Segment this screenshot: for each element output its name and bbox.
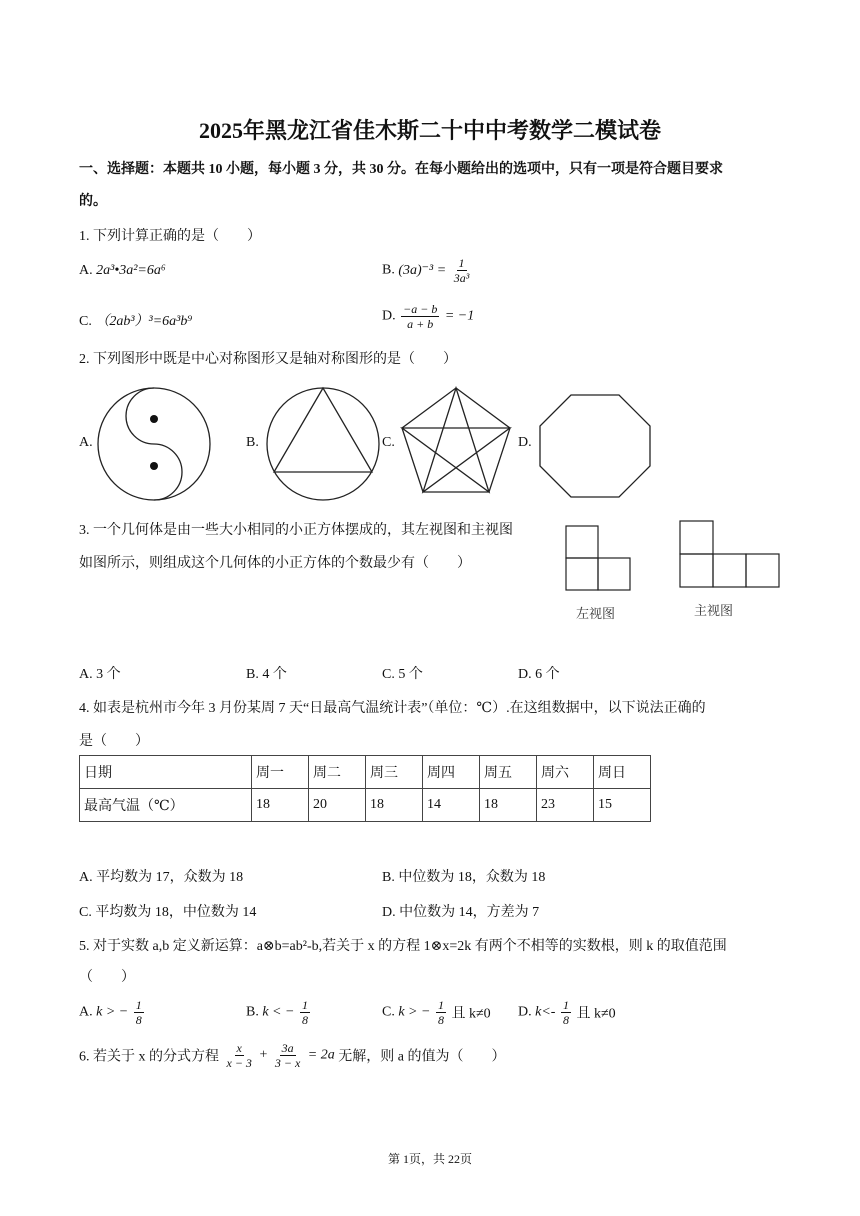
q2-label-b: B. — [246, 435, 259, 450]
q1-stem: 1. 下列计算正确的是（ ） — [79, 229, 261, 244]
q4-option-a: A. 平均数为 17，众数为 18 — [79, 870, 244, 885]
table-header-row — [80, 756, 651, 789]
front-view-caption: 主视图 — [694, 604, 734, 619]
q5-d-fraction: $\frac{1}{8}$ — [562, 998, 569, 1027]
q5-option-c: C. k > − $\frac{1}{8}$ 且 k≠0 — [382, 998, 491, 1027]
table-cell: 15 — [594, 789, 651, 822]
q5-option-b: B. k < − $\frac{1}{8}$ — [246, 998, 308, 1027]
q1-d-fraction: $\frac{-a - b}{a + b}$ — [403, 302, 438, 331]
q5-stem-line2: （ ） — [79, 970, 135, 985]
table-cell: 20 — [309, 789, 366, 822]
q3-option-b: B. 4 个 — [246, 667, 287, 682]
q2-label-a: A. — [79, 435, 93, 450]
table-cell: 最高气温（℃） — [80, 789, 252, 822]
section-heading-cont: 的。 — [79, 194, 107, 209]
q3-stem-line1: 3. 一个几何体是由一些大小相同的小正方体摆成的，其左视图和主视图 — [79, 523, 513, 538]
front-view-figure — [676, 517, 782, 589]
table-cell: 周四 — [423, 756, 480, 789]
q3-option-c: C. 5 个 — [382, 667, 423, 682]
q5-b-fraction: $\frac{1}{8}$ — [301, 998, 308, 1027]
q1-option-b: B. (3a)⁻³ = $\frac{1}{\text{3a³}}$ — [382, 256, 470, 285]
table-cell: 周五 — [480, 756, 537, 789]
q4-option-d: D. 中位数为 14，方差为 7 — [382, 905, 540, 920]
pentagram-figure — [398, 386, 514, 496]
q5-c-fraction: $\frac{1}{8}$ — [437, 998, 444, 1027]
q4-stem-line1: 4. 如表是杭州市今年 3 月份某周 7 天“日最高气温统计表”（单位：℃）.在这组数据中，以下说法正确的 — [79, 701, 706, 716]
table-cell: 周六 — [537, 756, 594, 789]
page-footer: 第 1页，共 22页 — [387, 1152, 472, 1166]
q5-stem-line1: 5. 对于实数 a,b 定义新运算：a⊗b=ab²-b,若关于 x 的方程 1⊗x=2k 有两个不相等的实数根，则 k 的取值范围 — [79, 939, 727, 954]
table-row — [80, 789, 651, 822]
table-cell: 23 — [537, 789, 594, 822]
q1-option-c: C. （2ab³）³=6a³b⁹ — [79, 314, 193, 329]
table-cell: 18 — [366, 789, 423, 822]
table-cell: 18 — [252, 789, 309, 822]
q3-stem-line2: 如图所示，则组成这个几何体的小正方体的个数最少有（ ） — [79, 556, 471, 571]
q2-stem: 2. 下列图形中既是中心对称图形又是轴对称图形的是（ ） — [79, 352, 457, 367]
q1-option-a: A. 2a³•3a²=6a⁶ — [79, 263, 166, 278]
q1-option-d: D. $\frac{-a - b}{a + b}$ = −1 — [382, 302, 475, 331]
q2-label-c: C. — [382, 435, 395, 450]
left-view-caption: 左视图 — [576, 607, 616, 622]
table-cell: 日期 — [80, 756, 252, 789]
table-cell: 周一 — [252, 756, 309, 789]
section-heading: 一、选择题：本题共 10 小题，每小题 3 分，共 30 分。在每小题给出的选项中，只有一项是符合题目要求 — [79, 162, 723, 177]
triangle-in-circle-figure — [264, 386, 382, 502]
q3-option-d: D. 6 个 — [518, 667, 560, 682]
q6-fraction-2: $\frac{3a}{3 - x}$ — [274, 1041, 301, 1070]
octagon-figure — [538, 393, 652, 499]
table-cell: 14 — [423, 789, 480, 822]
q4-option-c: C. 平均数为 18，中位数为 14 — [79, 905, 257, 920]
table-cell: 周三 — [366, 756, 423, 789]
q6-stem: 6. 若关于 x 的分式方程 $\frac{x}{x - 3}$ + $\frac{3a}{3 - x}$ = 2a 无解，则 a 的值为（ ） — [79, 1041, 506, 1070]
temperature-table — [79, 755, 651, 822]
table-cell: 18 — [480, 789, 537, 822]
q6-fraction-1: $\frac{x}{x - 3}$ — [226, 1041, 252, 1070]
q5-option-a: A. k > − $\frac{1}{8}$ — [79, 998, 142, 1027]
q4-stem-line2: 是（ ） — [79, 734, 149, 749]
taiji-figure — [96, 386, 214, 502]
q4-option-b: B. 中位数为 18，众数为 18 — [382, 870, 546, 885]
q5-a-fraction: $\frac{1}{8}$ — [135, 998, 142, 1027]
q5-option-d: D. k<- $\frac{1}{8}$ 且 k≠0 — [518, 998, 616, 1027]
left-view-figure — [562, 522, 634, 594]
q2-label-d: D. — [518, 435, 532, 450]
q1-b-fraction: $\frac{1}{\text{3a³}}$ — [453, 256, 470, 285]
page-title: 2025年黑龙江省佳木斯二十中中考数学二模试卷 — [198, 118, 661, 143]
q3-option-a: A. 3 个 — [79, 667, 121, 682]
table-cell: 周日 — [594, 756, 651, 789]
table-cell: 周二 — [309, 756, 366, 789]
